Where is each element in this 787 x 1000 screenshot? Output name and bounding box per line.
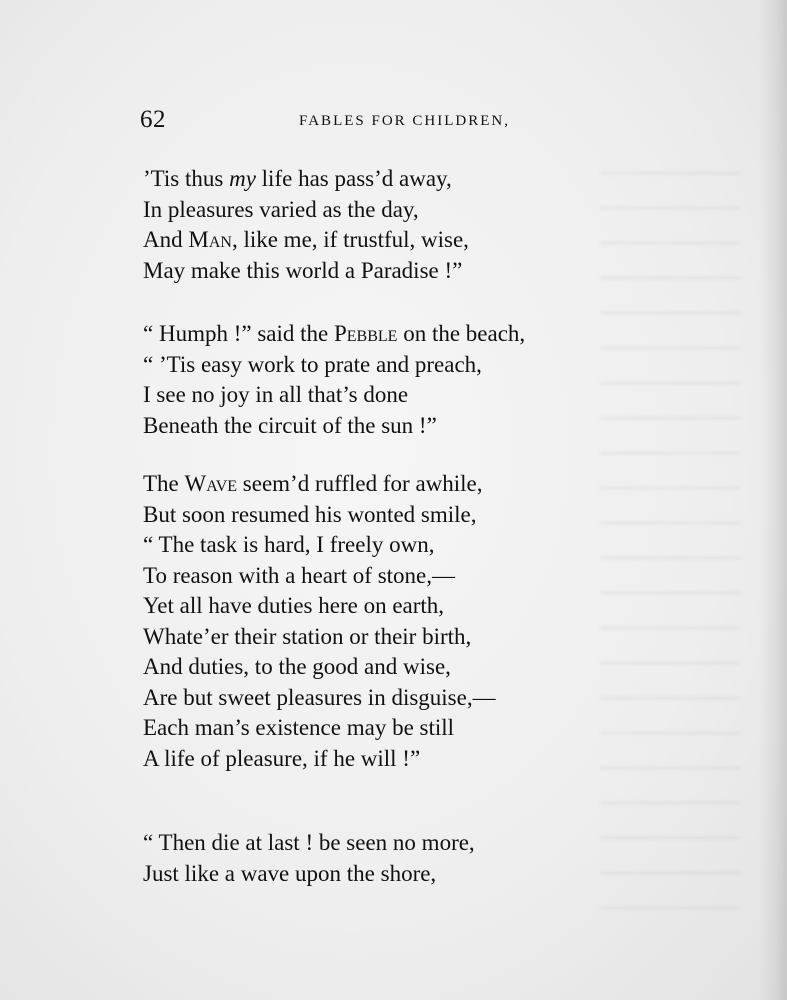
verse-text: on the beach, (397, 321, 526, 346)
verse-line (143, 319, 525, 350)
verse-line: I see no joy in all that’s done (143, 382, 409, 407)
emphasis-my: my (229, 166, 256, 191)
verse-line: “ ’Tis easy work to prate and preach, (143, 351, 482, 377)
stanza-2 (143, 319, 525, 441)
verse-line: Are but sweet pleasures in disguise,— (143, 684, 496, 710)
verse-line: To reason with a heart of stone,— (143, 562, 455, 588)
page-edge-shadow (759, 0, 787, 1000)
verse-text: “ Humph !” said the (143, 321, 334, 346)
verse-text: The (143, 471, 185, 496)
verse-line: “ The task is hard, I freely own, (143, 532, 435, 557)
small-caps-pebble: Pebble (333, 321, 398, 346)
verse-line: In pleasures varied as the day, (143, 196, 419, 222)
stanza-4 (143, 828, 475, 889)
verse-line: A life of pleasure, if he will !” (143, 745, 421, 771)
running-head: FABLES FOR CHILDREN, (299, 113, 510, 129)
verse-line (143, 225, 469, 256)
small-caps-man: Man (188, 227, 232, 252)
small-caps-wave: Wave (184, 471, 238, 496)
verse-line: “ Then die at last ! be seen no more, (143, 830, 475, 855)
verse-line: Beneath the circuit of the sun !” (143, 412, 437, 438)
verse-line: Each man’s existence may be still (143, 715, 455, 740)
verse-text: seem’d ruffled for awhile, (237, 471, 483, 496)
show-through-text (600, 150, 740, 910)
verse-line (143, 469, 496, 500)
verse-text: , like me, if trustful, wise, (231, 227, 469, 252)
verse-text: And (143, 227, 189, 252)
stanza-3 (143, 469, 496, 774)
verse-line: But soon resumed his wonted smile, (143, 501, 477, 527)
verse-line: May make this world a Paradise !” (143, 257, 463, 283)
verse-line (143, 164, 469, 195)
verse-line: Whate’er their station or their birth, (143, 623, 472, 649)
verse-line: Just like a wave upon the shore, (143, 860, 437, 886)
verse-text: ’Tis thus (143, 166, 230, 191)
verse-line: And duties, to the good and wise, (143, 654, 451, 679)
page-number: 62 (140, 106, 166, 133)
stanza-1 (143, 164, 469, 286)
verse-line: Yet all have duties here on earth, (143, 593, 445, 618)
verse-text: life has pass’d away, (255, 166, 452, 191)
